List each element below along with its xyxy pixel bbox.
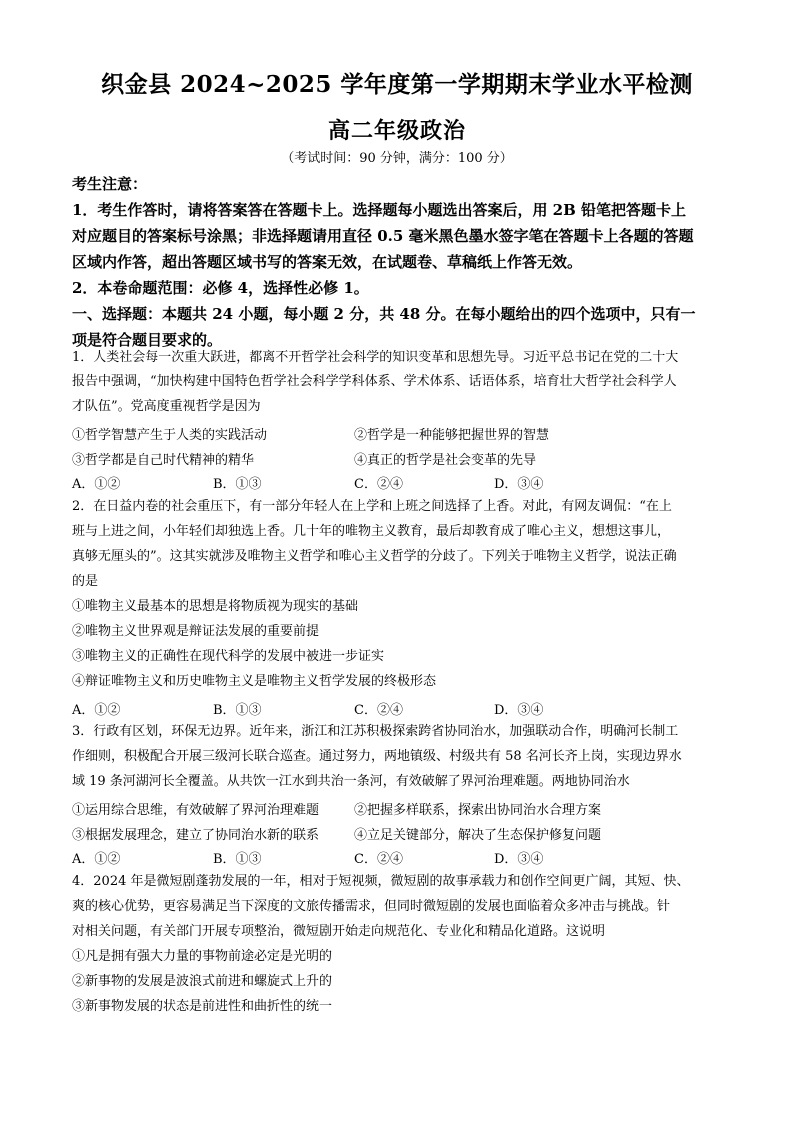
section1-line2: 项是符合题目要求的。 [72, 331, 223, 349]
q1-option-d[interactable]: D．③④ [494, 477, 544, 492]
notice-item1-line2: 对应题目的答案标号涂黑；非选择题请用直径 0.5 毫米黑色墨水签字笔在答题卡上各题的答题 [72, 227, 694, 245]
q1-stem-line2: 报告中强调，“加快构建中国特色哲学社会科学学科体系、学术体系、话语体系，培育壮大哲学社会科学人 [72, 374, 677, 389]
q2-option-b[interactable]: B．①③ [213, 703, 262, 718]
q1-statements-row1 [72, 424, 722, 448]
notice-item2: 2．本卷命题范围：必修 4，选择性必修 1。 [72, 279, 369, 297]
q1-stem-line3: 才队伍”。党高度重视哲学是因为 [72, 399, 261, 414]
q4-stem-line3: 对相关问题，有关部门开展专项整治，微短剧开始走向规范化、专业化和精品化道路。这说明 [72, 924, 606, 939]
q2-stem-line2: 班与上进之间，小年轻们却独选上香。几十年的唯物主义教育，最后却教育成了唯心主义，想想这事儿， [72, 524, 671, 539]
q1-option-b[interactable]: B．①③ [213, 477, 262, 492]
q2-stem-line1: 2．在日益内卷的社会重压下，有一部分年轻人在上学和上班之间选择了上香。对此，有网友调侃：“在上 [72, 499, 672, 514]
q3-statements-row2 [72, 824, 722, 848]
q4-statement-2: ②新事物的发展是波浪式前进和螺旋式上升的 [72, 974, 333, 989]
q2-option-d[interactable]: D．③④ [494, 703, 544, 718]
exam-title: 织金县 2024~2025 学年度第一学期期末学业水平检测 [101, 71, 693, 98]
notice-item1-line3: 区域内作答，超出答题区域书写的答案无效，在试题卷、草稿纸上作答无效。 [72, 253, 583, 271]
q3-stem-line2: 作细则，积极配合开展三级河长联合巡查。通过努力，两地镇级、村级共有 58 名河长齐上岗，实现边界水 [72, 749, 682, 764]
q2-option-c[interactable]: C．②④ [354, 703, 403, 718]
q3-option-a[interactable]: A．①② [72, 852, 121, 867]
exam-info: （考试时间：90 分钟，满分：100 分） [281, 151, 513, 166]
notice-item1-line1: 1．考生作答时，请将答案答在答题卡上。选择题每小题选出答案后，用 2B 铅笔把答题卡上 [72, 201, 687, 219]
q3-options [72, 848, 722, 872]
q3-stem-line1: 3．行政有区划，环保无边界。近年来，浙江和江苏积极探索跨省协同治水，加强联动合作，明确河长制工 [72, 724, 679, 739]
q1-statement-2: ②哲学是一种能够把握世界的智慧 [354, 428, 550, 443]
q2-option-a[interactable]: A．①② [72, 703, 121, 718]
q3-statement-3: ③根据发展理念，建立了协同治水新的联系 [72, 828, 320, 843]
q1-statement-4: ④真正的哲学是社会变革的先导 [354, 453, 537, 468]
q1-stem-line1: 1．人类社会每一次重大跃进，都离不开哲学社会科学的知识变革和思想先导。习近平总书记在党的二十大 [72, 350, 679, 365]
q3-option-b[interactable]: B．①③ [213, 852, 262, 867]
q3-stem-line3: 域 19 条河湖河长全覆盖。从共饮一江水到共治一条河，有效破解了界河治理难题。两地协同治水 [72, 774, 630, 789]
notice-heading: 考生注意： [72, 175, 148, 193]
q2-stem-line4: 的是 [72, 574, 99, 589]
q3-statement-2: ②把握多样联系，探索出协同治水合理方案 [354, 803, 602, 818]
q2-stem-line3: 真够无厘头的”。这其实就涉及唯物主义哲学和唯心主义哲学的分歧了。下列关于唯物主义哲学，说法正确 [72, 549, 677, 564]
q3-option-d[interactable]: D．③④ [494, 852, 544, 867]
q1-statement-3: ③哲学都是自己时代精神的精华 [72, 453, 255, 468]
q1-statements-row2 [72, 449, 722, 473]
q1-statement-1: ①哲学智慧产生于人类的实践活动 [72, 428, 268, 443]
q1-option-a[interactable]: A．①② [72, 477, 121, 492]
subject-title: 高二年级政治 [327, 118, 466, 144]
q4-stem-line1: 4．2024 年是微短剧蓬勃发展的一年，相对于短视频，微短剧的故事承载力和创作空间更广阔，其短、快、 [72, 874, 690, 889]
q1-option-c[interactable]: C．②④ [354, 477, 403, 492]
q3-statement-1: ①运用综合思维，有效破解了界河治理难题 [72, 803, 320, 818]
q1-options [72, 473, 722, 497]
q4-statement-3: ③新事物发展的状态是前进性和曲折性的统一 [72, 999, 333, 1014]
q2-statement-3: ③唯物主义的正确性在现代科学的发展中被进一步证实 [72, 649, 385, 664]
q2-statement-4: ④辩证唯物主义和历史唯物主义是唯物主义哲学发展的终极形态 [72, 674, 437, 689]
q4-stem-line2: 爽的核心优势，更容易满足当下深度的文旅传播需求，但同时微短剧的发展也面临着众多冲击与挑战。针 [72, 899, 671, 914]
section1-line1: 一、选择题：本题共 24 小题，每小题 2 分，共 48 分。在每小题给出的四个选项中，只有一 [72, 305, 696, 323]
q2-statement-2: ②唯物主义世界观是辩证法发展的重要前提 [72, 624, 320, 639]
q3-statement-4: ④立足关键部分，解决了生态保护修复问题 [354, 828, 602, 843]
q3-statements-row1 [72, 799, 722, 823]
q3-option-c[interactable]: C．②④ [354, 852, 403, 867]
q4-statement-1: ①凡是拥有强大力量的事物前途必定是光明的 [72, 949, 333, 964]
q2-statement-1: ①唯物主义最基本的思想是将物质视为现实的基础 [72, 599, 359, 614]
